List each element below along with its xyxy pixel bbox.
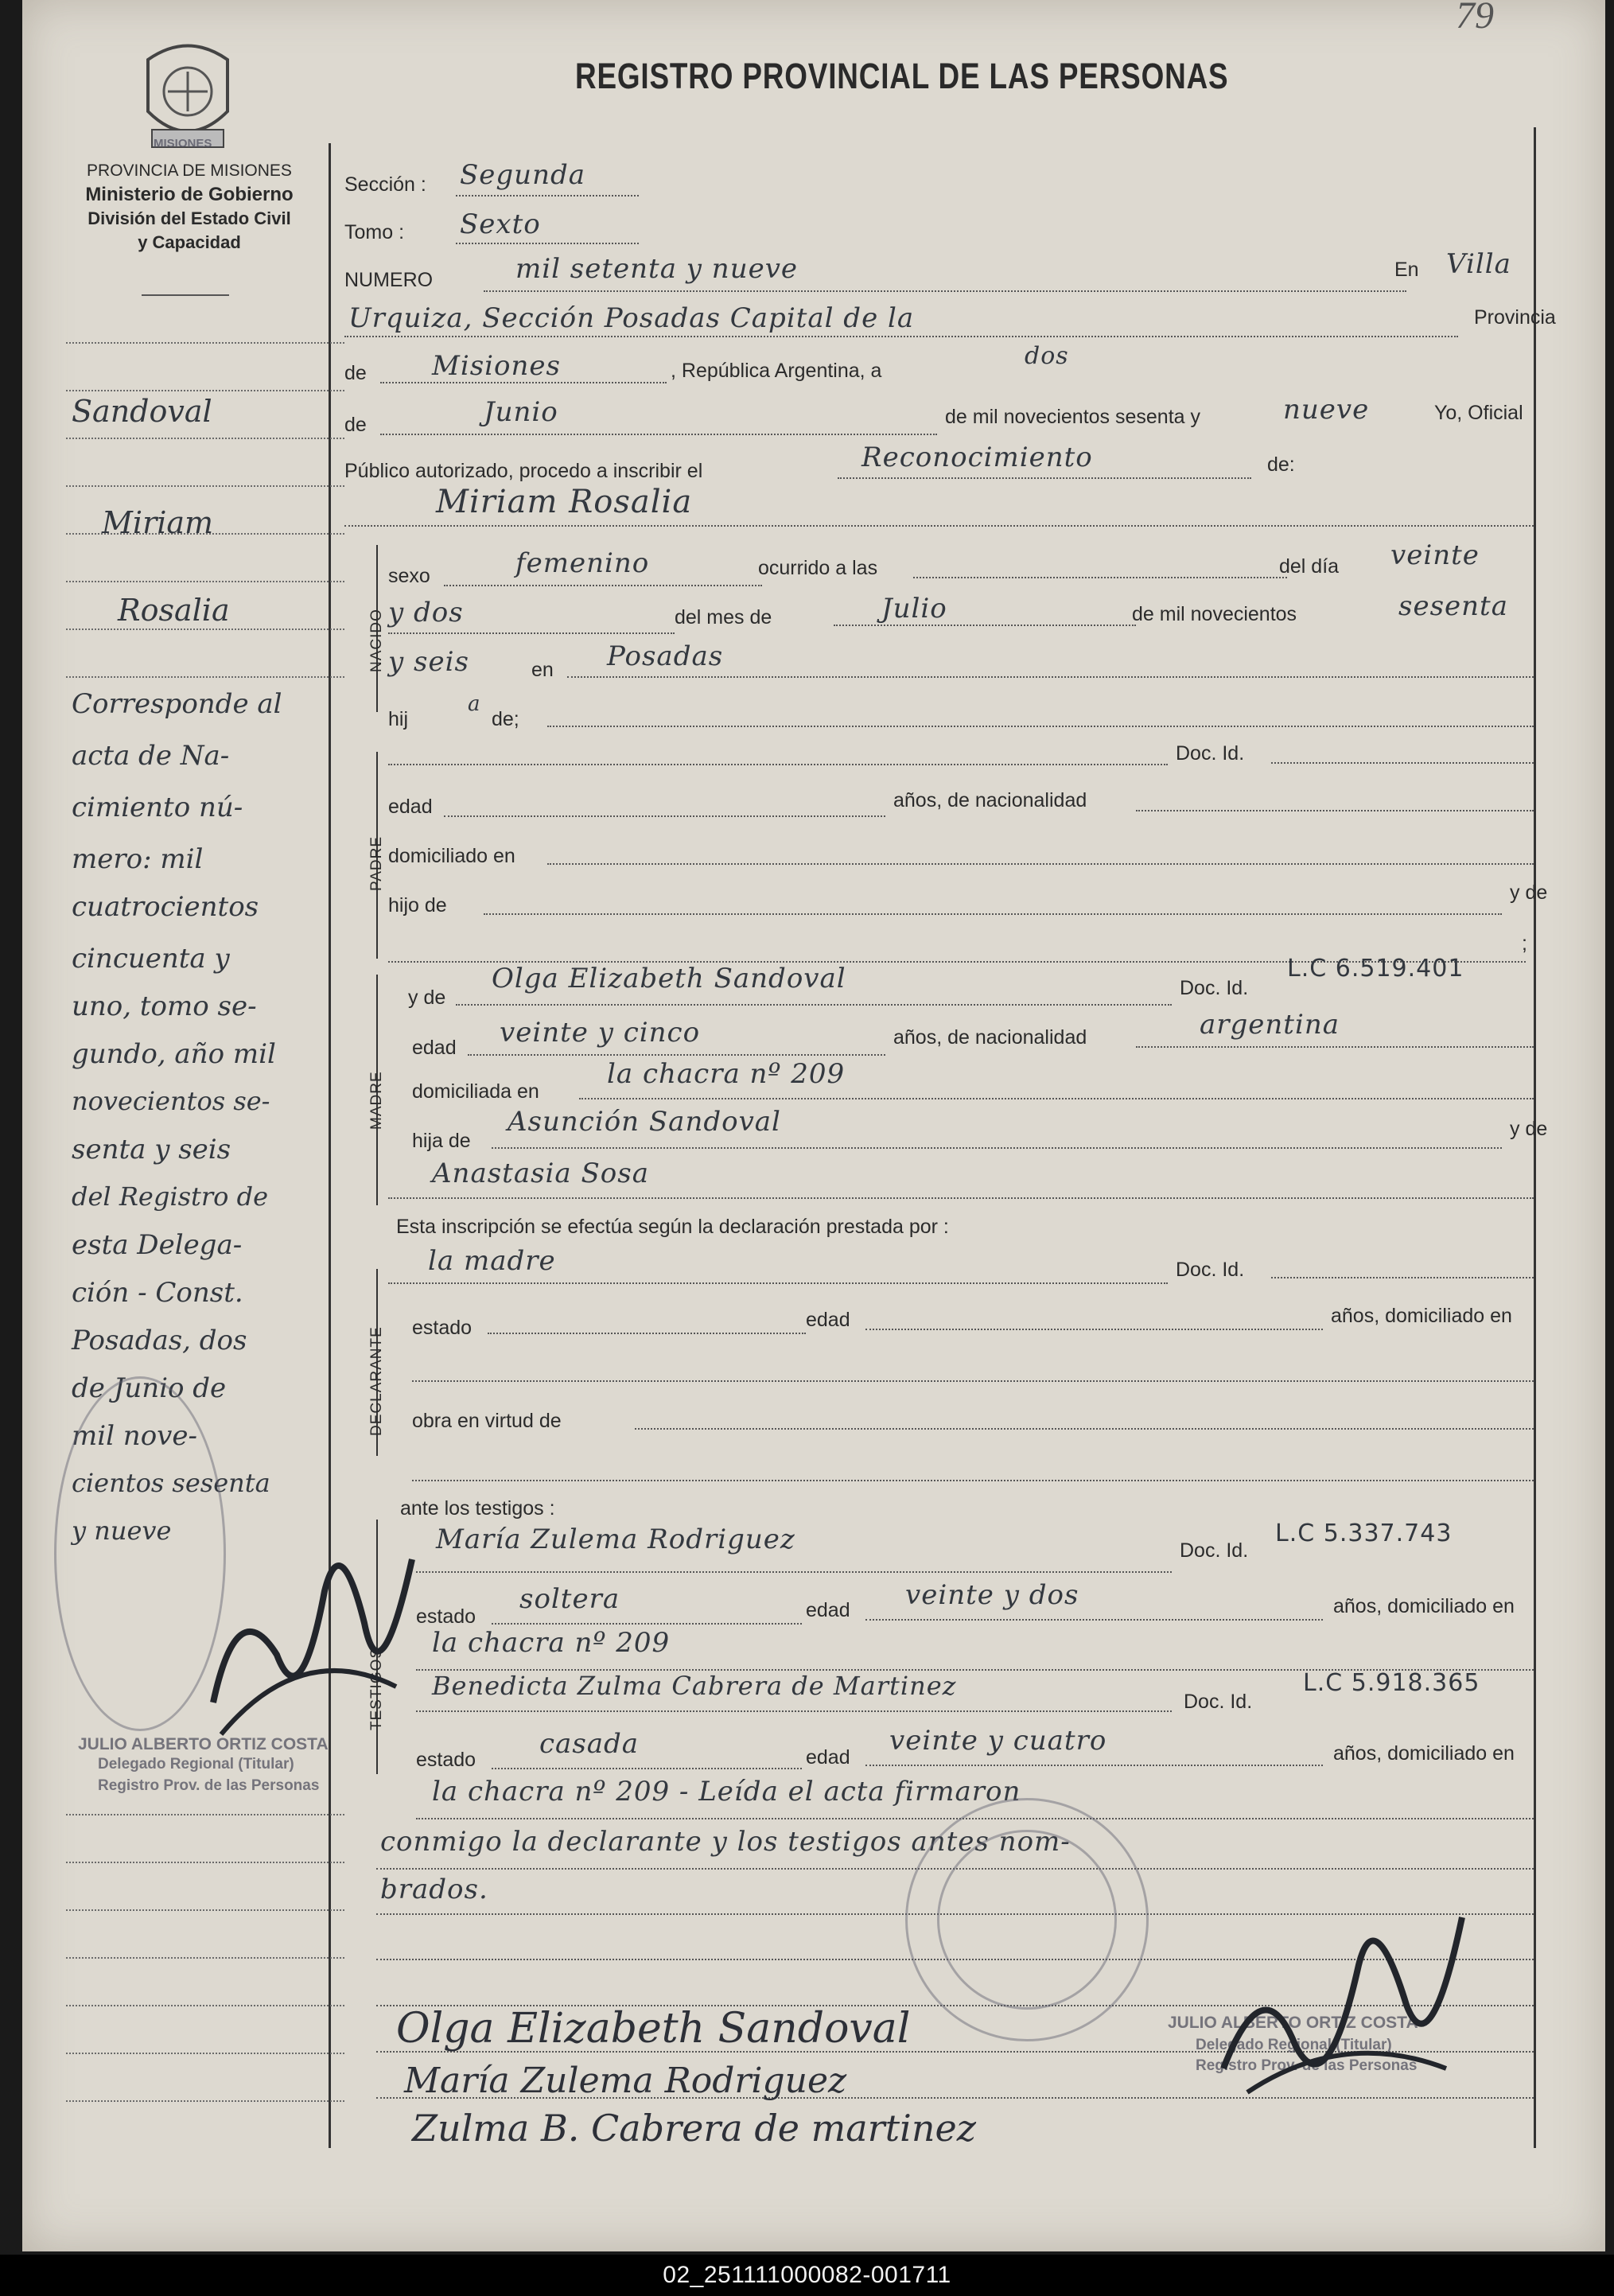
sexo-value: femenino	[515, 547, 650, 579]
testigo1-name: María Zulema Rodriguez	[436, 1524, 795, 1555]
declarante-section-label: DECLARANTE	[368, 1326, 385, 1436]
stamp-right-line3: Registro Prov. de las Personas	[1196, 2057, 1418, 2074]
anio-value: sesenta	[1398, 590, 1508, 622]
signature-testigo1: María Zulema Rodriguez	[404, 2061, 847, 2101]
ocurrido-label: ocurrido a las	[758, 557, 878, 579]
en-label: en	[531, 659, 554, 681]
image-id-footer: 02_251111000082-001711	[0, 2255, 1614, 2296]
official-signature-right	[1208, 1870, 1478, 2124]
mes-value: Junio	[484, 396, 558, 428]
testigo2-edad: veinte y cuatro	[889, 1725, 1107, 1757]
margin-note-line: senta y seis	[72, 1134, 231, 1166]
declarante-anios-label: años, domiciliado en	[1331, 1305, 1512, 1327]
hij-label: hij	[388, 708, 409, 730]
sexo-label: sexo	[388, 565, 430, 587]
closing-line2: brados.	[380, 1874, 488, 1905]
stamp-left-line2: Delegado Regional (Titular)	[98, 1756, 294, 1773]
nombre-value: Miriam Rosalia	[436, 484, 693, 520]
official-signature-left	[189, 1496, 428, 1782]
madre-edad-value: veinte y cinco	[500, 1017, 701, 1049]
mes-value: Julio	[881, 593, 947, 625]
de2-label: de	[344, 414, 367, 436]
testigo2-anios-label: años, domiciliado en	[1333, 1742, 1515, 1765]
dia-value: dos	[1025, 342, 1069, 370]
provincia-value: Misiones	[432, 350, 561, 382]
declarante-edad-label: edad	[806, 1309, 850, 1331]
testigo2-doc-value: L.C 5.918.365	[1303, 1669, 1480, 1697]
official-stamp-center-inner	[937, 1830, 1117, 2010]
issuer-header	[54, 159, 325, 255]
madre-dom-value: la chacra nº 209	[607, 1058, 846, 1090]
margin-note-line: Sandoval	[72, 394, 212, 429]
capacity-name: y Capacidad	[138, 232, 241, 252]
en-label: En	[1394, 259, 1419, 281]
dia-label: del día	[1279, 555, 1340, 578]
padre-section-label: PADRE	[368, 835, 385, 891]
signature-testigo2: Zulma B. Cabrera de martinez	[412, 2107, 976, 2150]
semicolon: ;	[1522, 932, 1527, 955]
ministry-name: Ministerio de Gobierno	[85, 184, 294, 205]
testigo1-estado-label: estado	[416, 1605, 476, 1628]
closing-line1: conmigo la declarante y los testigos antes nom-	[380, 1826, 1071, 1858]
mil-label: de mil novecientos	[1132, 603, 1297, 625]
margin-note-line: mero: mil	[72, 843, 204, 875]
tomo-value: Sexto	[460, 208, 541, 240]
stamp-right-line2: Delegado Regional (Titular)	[1196, 2037, 1392, 2053]
testigo1-doc-value: L.C 5.337.743	[1275, 1520, 1453, 1547]
testigo2-name: Benedicta Zulma Cabrera de Martinez	[432, 1671, 957, 1701]
provincia-label: Provincia	[1474, 306, 1556, 329]
anio-value: nueve	[1283, 394, 1370, 426]
margin-note-line: cuatrocientos	[72, 891, 259, 923]
en-value: Villa	[1446, 248, 1511, 280]
margin-note-line: Miriam	[102, 505, 214, 540]
margin-note-line: novecientos se-	[72, 1086, 270, 1116]
de-label: de;	[492, 708, 519, 730]
dia-value: veinte	[1390, 539, 1480, 571]
anio-label: de mil novecientos sesenta y	[945, 406, 1201, 428]
testigo1-dom: la chacra nº 209	[432, 1627, 671, 1659]
margin-note-line: mil nove-	[72, 1420, 197, 1452]
lugar-value: Posadas	[607, 640, 724, 672]
testigo2-doc-label: Doc. Id.	[1184, 1691, 1253, 1713]
seal-label: MISIONES	[154, 137, 212, 150]
margin-note-line: ción - Const.	[72, 1277, 243, 1309]
margin-note-line: Rosalia	[118, 593, 230, 628]
testigo1-anios-label: años, domiciliado en	[1333, 1595, 1515, 1617]
madre-madre-value: Anastasia Sosa	[432, 1158, 649, 1189]
madre-yde-label: y de	[408, 987, 446, 1009]
document-page	[22, 0, 1605, 2251]
anio-value-cont: y seis	[388, 646, 469, 678]
madre-doc-label: Doc. Id.	[1180, 977, 1249, 999]
testigo2-edad-label: edad	[806, 1746, 850, 1769]
margin-note-line: Posadas, dos	[72, 1325, 247, 1356]
page-number: 79	[1456, 0, 1494, 37]
margin-note-line: y nueve	[72, 1516, 172, 1546]
madre-hija-label: hija de	[412, 1130, 471, 1152]
acto-value: Reconocimiento	[861, 442, 1093, 473]
seccion-label: Sección :	[344, 173, 426, 196]
madre-padre-value: Asunción Sandoval	[508, 1106, 781, 1138]
testigo2-estado-label: estado	[416, 1749, 476, 1771]
division-name: División del Estado Civil	[88, 208, 291, 228]
madre-dom-label: domiciliada en	[412, 1080, 539, 1103]
margin-rule	[329, 143, 331, 2148]
margin-note-line: de Junio de	[72, 1372, 227, 1404]
margin-note-line: cimiento nú-	[72, 792, 243, 823]
madre-nac-label: años, de nacionalidad	[893, 1026, 1087, 1049]
numero-label: NUMERO	[344, 269, 434, 291]
margin-note-line: gundo, año mil	[72, 1038, 276, 1070]
seccion-value: Segunda	[460, 159, 586, 191]
testigo2-dom: la chacra nº 209 - Leída el acta firmaron	[432, 1776, 1021, 1808]
page-title: REGISTRO PROVINCIAL DE LAS PERSONAS	[575, 56, 1229, 96]
stamp-left-line3: Registro Prov. de las Personas	[98, 1777, 320, 1794]
province-name: PROVINCIA DE MISIONES	[87, 161, 292, 180]
place-value: Urquiza, Sección Posadas Capital de la	[348, 302, 915, 334]
madre-edad-label: edad	[412, 1037, 457, 1059]
margin-note-line: Corresponde al	[72, 688, 282, 720]
padre-nac-label: años, de nacionalidad	[893, 789, 1087, 811]
testigo1-estado: soltera	[519, 1583, 620, 1615]
margin-note-line: cincuenta y	[72, 943, 230, 975]
nacido-section-label: NACIDO	[368, 609, 385, 672]
declarante-doc-label: Doc. Id.	[1176, 1259, 1245, 1281]
testigo1-doc-label: Doc. Id.	[1180, 1539, 1249, 1562]
declarante-obra-label: obra en virtud de	[412, 1410, 562, 1432]
tomo-label: Tomo :	[344, 221, 405, 243]
madre-nombre-value: Olga Elizabeth Sandoval	[492, 963, 846, 994]
oficial-label: Yo, Oficial	[1434, 402, 1523, 424]
madre-nac-value: argentina	[1200, 1009, 1340, 1041]
de-label: de	[344, 362, 367, 384]
header-divider	[142, 294, 229, 296]
margin-note-line: esta Delega-	[72, 1229, 243, 1261]
padre-dom-label: domiciliado en	[388, 845, 515, 867]
testigo2-estado: casada	[539, 1728, 640, 1760]
padre-edad-label: edad	[388, 796, 433, 818]
margin-note-line: uno, tomo se-	[72, 990, 257, 1022]
declarante-intro: Esta inscripción se efectúa según la declaración prestada por :	[396, 1216, 949, 1238]
declarante-value: la madre	[428, 1245, 556, 1277]
testigo1-edad-label: edad	[806, 1599, 850, 1621]
padre-yde-label: y de	[1510, 881, 1548, 904]
mes-label: del mes de	[675, 606, 772, 628]
margin-note-line: cientos sesenta	[72, 1468, 270, 1498]
padre-hijo-label: hijo de	[388, 894, 447, 916]
testigos-section-label: TESTIGOS	[368, 1647, 385, 1730]
stamp-right-line1: JULIO ALBERTO ORTIZ COSTA	[1168, 2014, 1418, 2032]
hij-value: a	[468, 692, 481, 716]
doc-label: Doc. Id.	[1176, 742, 1245, 765]
publico-label: Público autorizado, procedo a inscribir el	[344, 460, 703, 482]
madre-doc-value: L.C 6.519.401	[1287, 955, 1464, 983]
madre-yde2-label: y de	[1510, 1118, 1548, 1140]
madre-section-label: MADRE	[368, 1071, 385, 1130]
signature-declarante: Olga Elizabeth Sandoval	[396, 2005, 911, 2053]
dia-value-cont: y dos	[388, 597, 464, 628]
stamp-left-line1: JULIO ALBERTO ORTIZ COSTA	[78, 1735, 329, 1753]
margin-note-line: del Registro de	[72, 1181, 269, 1212]
testigos-intro: ante los testigos :	[400, 1497, 555, 1520]
margin-note-line: acta de Na-	[72, 740, 230, 772]
declarante-estado-label: estado	[412, 1317, 473, 1339]
republica-label: , República Argentina, a	[671, 360, 882, 382]
de3-label: de:	[1267, 453, 1295, 476]
numero-value: mil setenta y nueve	[515, 253, 799, 285]
testigo1-edad: veinte y dos	[905, 1579, 1079, 1611]
